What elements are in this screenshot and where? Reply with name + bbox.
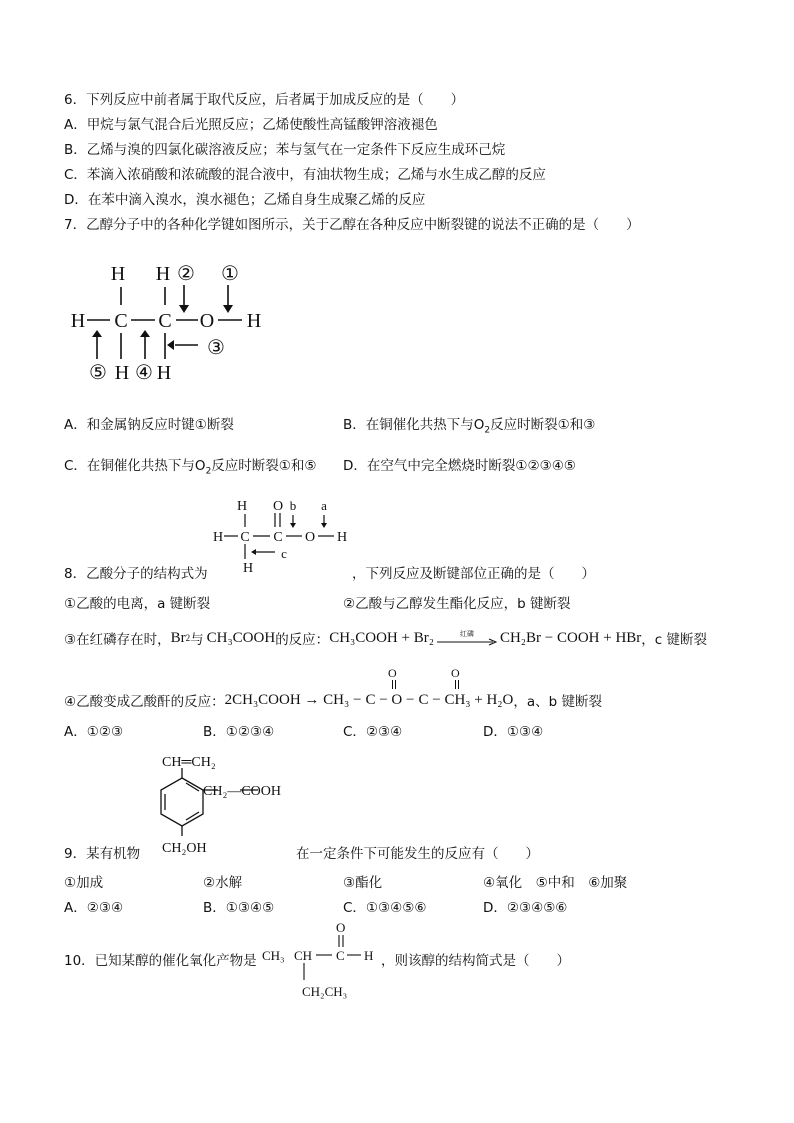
svg-text:CH: CH	[294, 948, 313, 963]
svg-text:H: H	[336, 530, 348, 545]
q8-item4-double-bond-2	[455, 680, 459, 689]
q9-item-3: ③酯化	[343, 875, 383, 891]
q8-option-d: D．①③④	[483, 724, 544, 740]
q9-organic-structure-figure	[140, 750, 300, 860]
svg-text:C: C	[336, 948, 345, 963]
atom-c2: C	[158, 310, 172, 332]
q9-item-2: ②水解	[203, 875, 243, 891]
q6-option-b: B．乙烯与溴的四氯化碳溶液反应；苯与氢气在一定条件下反应生成环己烷	[64, 142, 506, 158]
q9-option-d: D．②③④⑤⑥	[483, 900, 568, 916]
atom-h-top-right: H	[155, 263, 171, 285]
svg-text:H: H	[364, 948, 374, 963]
q8-item-3: ③在红磷存在时， Br 2 与 CH₃COOH 的反应： CH₃COOH + Br₂ 红磷 CH₂Br − COOH + HBr ，c 键断裂	[64, 629, 707, 648]
q9-option-c: C．①③④⑤⑥	[343, 900, 427, 916]
svg-text:CH₃: CH₃	[262, 948, 285, 963]
q8-item-2: ②乙酸与乙醇发生酯化反应，b 键断裂	[343, 596, 571, 612]
q8-option-b: B．①②③④	[203, 724, 275, 740]
atom-h-bottom-right: H	[156, 362, 172, 384]
ch2oh-group-label: CH₂OH	[162, 841, 207, 856]
vinyl-group-label: CH═CH₂	[162, 755, 216, 770]
q8-option-a: A．①②③	[64, 724, 124, 740]
svg-text:C: C	[240, 530, 250, 545]
svg-text:H: H	[236, 499, 248, 514]
ch2cooh-group-label: CH₂—COOH	[203, 784, 281, 799]
q7-ethanol-structure-figure	[66, 255, 286, 387]
q9-item-4-6: ④氧化 ⑤中和 ⑥加聚	[483, 875, 628, 891]
atom-h-bottom-left: H	[114, 362, 130, 384]
bond-mark-3: ③	[207, 337, 225, 359]
q10-stem-pre: 10．已知某醇的催化氧化产物是	[64, 953, 257, 969]
bond-mark-1: ①	[221, 263, 239, 285]
q8-item4-double-bond-1	[392, 680, 396, 689]
q9-option-a: A．②③④	[64, 900, 124, 916]
atom-h-left: H	[70, 310, 86, 332]
q6-option-a: A．甲烷与氯气混合后光照反应；乙烯使酸性高锰酸钾溶液褪色	[64, 117, 438, 133]
q8-acetic-acid-structure-figure	[208, 496, 358, 576]
q9-item-1: ①加成	[64, 875, 104, 891]
bond-mark-5: ⑤	[89, 362, 107, 384]
q8-item-4: ④乙酸变成乙酸酐的反应： 2CH₃COOH → CH₃ − C − O − C − CH₃ + H₂O ，a、b 键断裂	[64, 691, 603, 710]
bond-mark-c: c	[281, 546, 287, 561]
q8-item4-carbonyl-o-2: O	[451, 666, 460, 680]
q6-stem: 6．下列反应中前者属于取代反应，后者属于加成反应的是（ ）	[64, 92, 465, 108]
q8-option-c: C．②③④	[343, 724, 403, 740]
q7-stem: 7．乙醇分子中的各种化学键如图所示，关于乙醇在各种反应中断裂键的说法不正确的是（ ）	[64, 217, 640, 233]
q9-stem-pre: 9．某有机物	[64, 846, 141, 862]
svg-text:H: H	[242, 561, 254, 576]
q10-stem-post: ，则该醇的结构简式是（ ）	[381, 953, 570, 969]
svg-text:O: O	[304, 530, 316, 545]
q8-item4-carbonyl-o-1: O	[388, 666, 397, 680]
q8-stem-pre: 8．乙酸分子的结构式为	[64, 566, 208, 582]
q9-option-b: B．①③④⑤	[203, 900, 275, 916]
q9-stem-post: 在一定条件下可能发生的反应有（ ）	[296, 846, 539, 862]
q8-stem-post: ，下列反应及断键部位正确的是（ ）	[352, 566, 595, 582]
q7-option-b: B．在铜催化共热下与$O_2$反应时断裂①和③	[343, 417, 596, 436]
atom-h-top-left: H	[110, 263, 126, 285]
atom-h-right: H	[246, 310, 262, 332]
bond-mark-4: ④	[135, 362, 153, 384]
svg-text:C: C	[273, 530, 283, 545]
q6-option-d: D．在苯中滴入溴水，溴水褪色；乙烯自身生成聚乙烯的反应	[64, 192, 426, 208]
q7-option-a: A．和金属钠反应时键①断裂	[64, 417, 234, 433]
svg-text:H: H	[212, 530, 224, 545]
bond-mark-b: b	[289, 498, 297, 513]
bond-mark-a: a	[321, 498, 327, 513]
q7-option-c: C．在铜催化共热下与$O_2$反应时断裂①和⑤	[64, 458, 317, 477]
atom-c1: C	[114, 310, 128, 332]
q8-item-1: ①乙酸的电离，a 键断裂	[64, 596, 211, 612]
q7-option-d: D．在空气中完全燃烧时断裂①②③④⑤	[343, 458, 576, 474]
svg-text:CH₂CH₃: CH₂CH₃	[302, 984, 348, 999]
atom-o: O	[199, 310, 215, 332]
svg-text:O: O	[272, 499, 284, 514]
q10-aldehyde-structure-figure	[260, 918, 380, 1002]
svg-text:O: O	[336, 920, 346, 935]
q6-option-c: C．苯滴入浓硝酸和浓硫酸的混合液中，有油状物生成；乙烯与水生成乙醇的反应	[64, 167, 546, 183]
reaction-arrow: 红磷	[437, 630, 497, 646]
bond-mark-2: ②	[177, 263, 195, 285]
